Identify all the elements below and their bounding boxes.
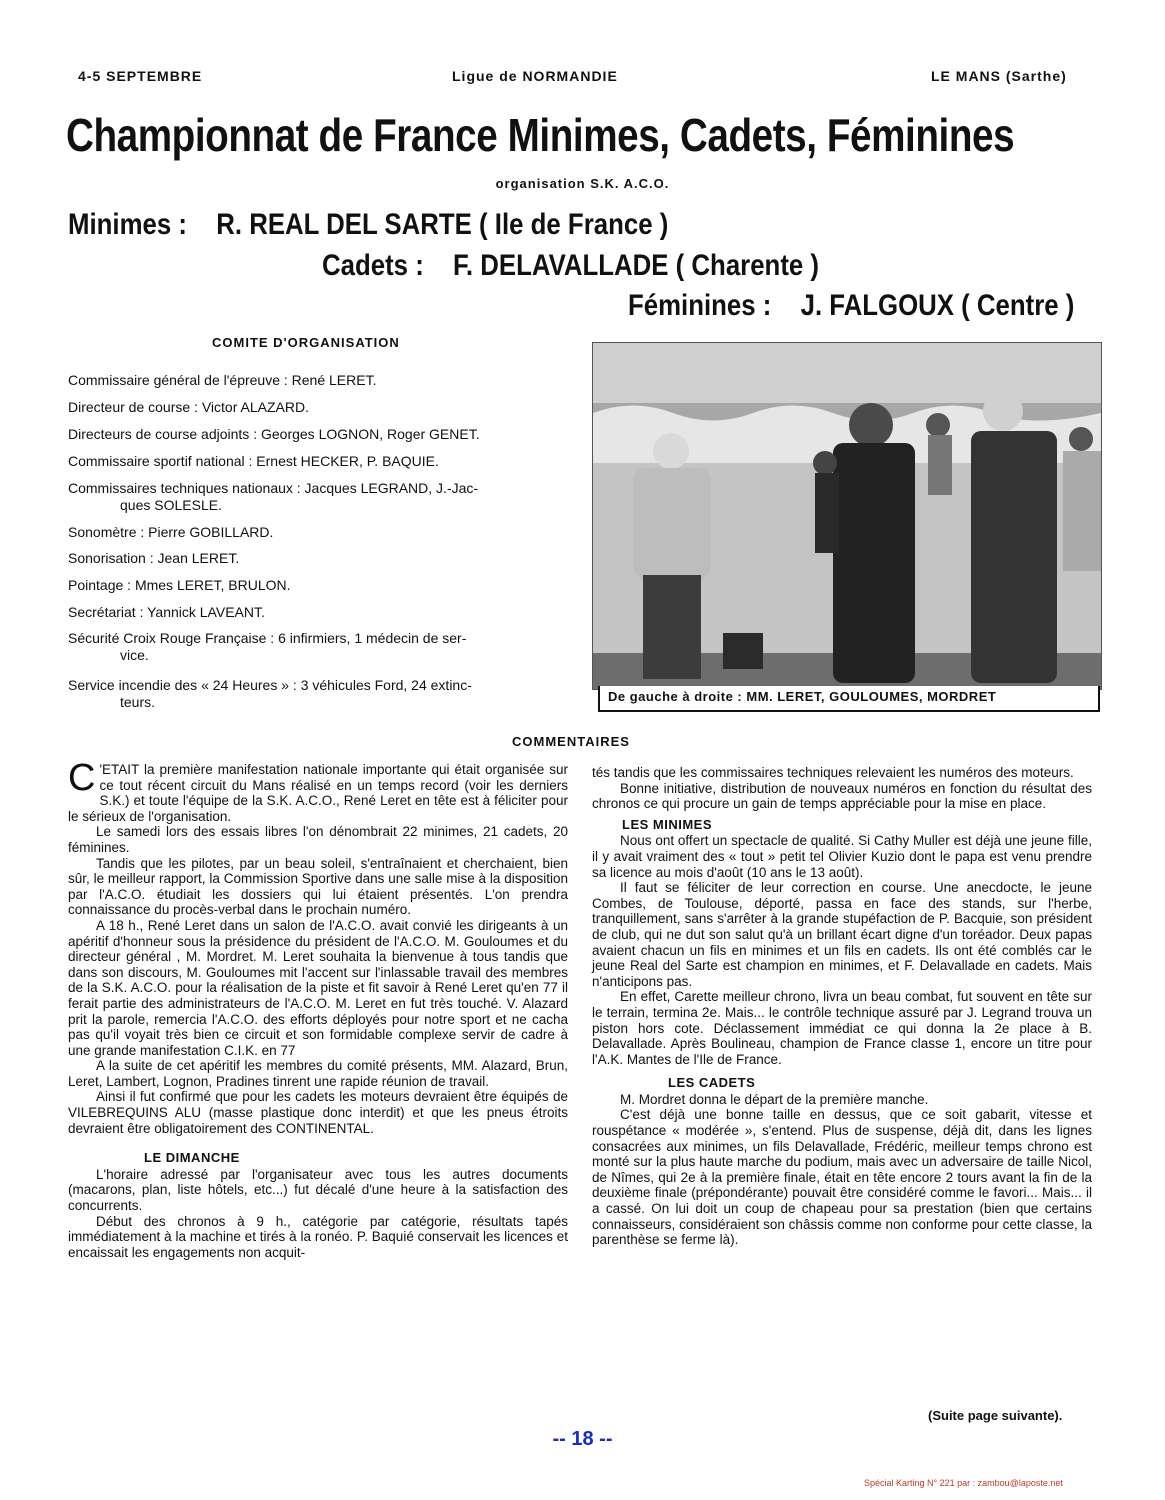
paragraph: A la suite de cet apéritif les membres du comité présents, MM. Alazard, Brun, Leret, Lambert, Lognon, Pradines tinrent une rapide réunion de travail. xyxy=(68,1058,568,1089)
winner-cadets-label: Cadets : xyxy=(322,249,424,282)
page-number: -- 18 -- xyxy=(552,1428,613,1450)
continued-note: (Suite page suivante). xyxy=(928,1408,1063,1423)
paragraph: Tandis que les pilotes, par un beau soleil, s'entraînaient et cherchaient, bien sûr, le meilleur rapport, la Commission Sportive dans une salle mise à la disposition par l'A.C.O. étudiait les dossiers qui lui étaient présentés. L'on prendra connaissance du procès-verbal dans le prochain numéro. xyxy=(68,855,568,918)
comite-row: Directeurs de course adjoints : Georges LOGNON, Roger GENET. xyxy=(68,426,480,442)
comite-heading: COMITE D'ORGANISATION xyxy=(212,335,400,350)
paragraph: C'est déjà une bonne taille en dessus, que ce soit gabarit, vitesse et rouspétance « modérée », s'entend. Plus de suspense, déjà dit, dans les lignes consacrées aux minimes, un fils Delavallade, Frédéric, meilleur temps chrono est monté sur la plus haute marche du podium, mais avec un adversaire de taille Nicol, de Nîmes, qui 2e à la première finale, était en tête encore 2 tours avant la fin de la deuxième finale (prépondérante) pouvait être considéré comme le favori... Mais... il a cassé. On lui doit un coup de chapeau pour sa prestation (bien que certains connaisseurs, considéraient son châssis comme non conforme pour cette classe, la parenthèse se ferme là). xyxy=(592,1107,1092,1248)
paragraph: Il faut se féliciter de leur correction en course. Une anecdocte, le jeune Combes, de Toulouse, déporté, passa en face des stands, sur l'herbe, tranquillement, sans s'arrêter à la grande stupéfaction de P. Bacquie, son président de club, qui ne dut son salut qu'à un brillant écart digne d'un toréador. Deux papas avaient chacun un fils en minimes et un fils en cadets. Ils ont été comblés car le jeune Real del Sarte est champion en minimes, et F. Delavallade en cadets. Mais n'anticipons pas. xyxy=(592,880,1092,989)
section-heading-minimes: LES MINIMES xyxy=(622,816,713,832)
article-column-right xyxy=(592,765,1092,1248)
comite-row: Secrétariat : Yannick LAVEANT. xyxy=(68,604,265,620)
comite-row: Sonomètre : Pierre GOBILLARD. xyxy=(68,524,274,540)
drop-cap: C xyxy=(68,757,96,799)
comite-row: Commissaires techniques nationaux : Jacques LEGRAND, J.-Jac- ques SOLESLE. xyxy=(68,480,479,513)
issue-date: 4-5 SEPTEMBRE xyxy=(78,68,203,84)
paragraph: Ainsi il fut confirmé que pour les cadets les moteurs devraient être équipés de VILEBREQUINS ALU (masse plastique donc interdit) et que les pneus étroits devraient être obligatoirement des CONTINENTAL. xyxy=(68,1089,568,1136)
winner-feminines xyxy=(628,289,1074,323)
winner-feminines-name: J. FALGOUX ( Centre ) xyxy=(800,289,1075,322)
scan-credit: Spécial Karting N° 221 par : zambou@laposte.net xyxy=(864,1478,1063,1488)
winner-minimes xyxy=(68,208,668,242)
paragraph: Bonne initiative, distribution de nouveaux numéros en fonction du résultat des chronos ce qui procure un gain de temps appréciable pour la mise en place. xyxy=(592,780,1092,812)
winner-minimes-label: Minimes : xyxy=(68,208,187,241)
league-name: Ligue de NORMANDIE xyxy=(452,68,618,84)
page-title: Championnat de France Minimes, Cadets, Féminines xyxy=(66,109,1015,161)
winner-cadets xyxy=(322,249,819,283)
paragraph: Nous ont offert un spectacle de qualité. Si Cathy Muller est déjà une jeune fille, il y avait vraiment des « tout » petit tel Olivier Kuzio dont le papa est venu prendre sa licence au mois d'août (10 ans le 13 août). xyxy=(592,833,1092,880)
organisation-line: organisation S.K. A.C.O. xyxy=(495,176,670,191)
comite-row: Sonorisation : Jean LERET. xyxy=(68,550,240,566)
paragraph: Le samedi lors des essais libres l'on dénombrait 22 minimes, 21 cadets, 20 féminines. xyxy=(68,824,568,855)
paragraph: C 'ETAIT la première manifestation nationale importante qui était organisée sur ce tout récent circuit du Mans réalisé en un temps record (voir les derniers S.K.) et toute l'équipe de la S.K. A.C.O., René Leret en tête est à féliciter pour le sérieux de l'organisation. xyxy=(68,757,568,824)
winner-cadets-name: F. DELAVALLADE ( Charente ) xyxy=(453,249,820,282)
comite-row: Service incendie des « 24 Heures » : 3 véhicules Ford, 24 extinc- teurs. xyxy=(68,677,472,710)
comite-row: Directeur de course : Victor ALAZARD. xyxy=(68,399,309,415)
section-heading-cadets: LES CADETS xyxy=(668,1075,756,1091)
comite-row: Commissaire sportif national : Ernest HECKER, P. BAQUIE. xyxy=(68,453,439,469)
event-location: LE MANS (Sarthe) xyxy=(931,68,1067,84)
paragraph: En effet, Carette meilleur chrono, livra un beau combat, fut souvent en tête sur le terrain, termina 2e. Mais... le contrôle technique assuré par J. Legrand trouva un piston hors cote. Déclassement immédiat ce qui donna la 2e place à B. Delavallade. Après Boulineau, champion de France classe 1, encore un titre pour l'A.K. Mantes de l'Ile de France. xyxy=(592,989,1092,1067)
paragraph: M. Mordret donna le départ de la première manche. xyxy=(620,1091,929,1107)
paragraph: A 18 h., René Leret dans un salon de l'A.C.O. avait convié les dirigeants à un apéritif d'honneur sous la présidence du président de l'A.C.O. M. Gouloumes et du directeur général , M. Mordret. M. Leret souhaita la bienvenue à tous tandis que dans son discours, M. Gouloumes mit l'accent sur l'inlassable travail des membres de la S.K. A.C.O. pour la réalisation de la piste et fit savoir à René Leret qu'en 77 il ferait partie des administrateurs de l'A.C.O. M. Leret en fut très touché. V. Alazard prit la parole, remercia l'A.C.O. des efforts déployés pour notre sport et ne cacha pas qu'il voyait très bien ce circuit et son formidable complexe servir de cadre à une grande manifestation C.I.K. en 77 xyxy=(68,917,568,1058)
commentaires-heading: COMMENTAIRES xyxy=(512,734,630,749)
paragraph: tés tandis que les commissaires techniques relevaient les numéros des moteurs. xyxy=(592,765,1074,780)
comite-row: Pointage : Mmes LERET, BRULON. xyxy=(68,577,291,593)
photo-illustration xyxy=(593,343,1101,689)
photo-caption: De gauche à droite : MM. LERET, GOULOUMES, MORDRET xyxy=(598,686,1100,712)
winner-minimes-name: R. REAL DEL SARTE ( Ile de France ) xyxy=(216,208,669,241)
paragraph: Début des chronos à 9 h., catégorie par catégorie, résultats tapés immédiatement à la machine et tirés à la ronéo. P. Baquié conservait les licences et encaissait les engagements non acquit- xyxy=(68,1213,568,1260)
section-heading-dimanche: LE DIMANCHE xyxy=(144,1150,240,1166)
article-column-left xyxy=(68,757,568,1260)
officials-photo xyxy=(592,342,1102,690)
winner-feminines-label: Féminines : xyxy=(628,289,772,322)
comite-row: Sécurité Croix Rouge Française : 6 infirmiers, 1 médecin de ser- vice. xyxy=(68,630,467,663)
paragraph: L'horaire adressé par l'organisateur avec tous les autres documents (macarons, plan, liste hôtels, etc...) fut décalé d'une heure à la satisfaction des concurrents. xyxy=(68,1166,568,1214)
comite-row: Commissaire général de l'épreuve : René LERET. xyxy=(68,372,377,388)
